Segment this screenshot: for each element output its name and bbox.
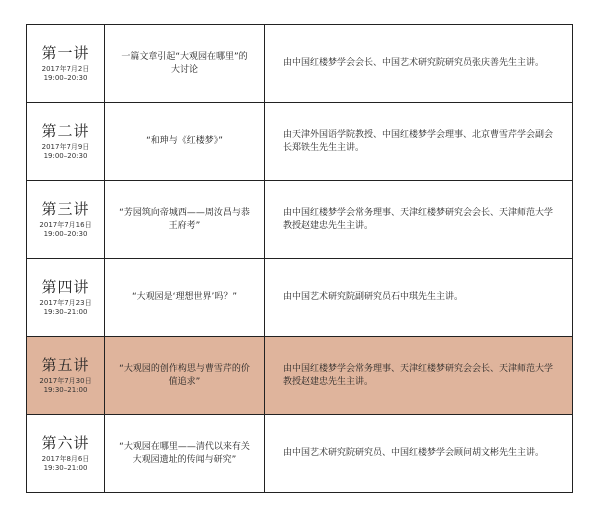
lecture-title-cell xyxy=(105,103,265,180)
lecture-title: “芳园筑向帝城西——周汝昌与恭王府考” xyxy=(119,207,250,231)
lecture-row-2 xyxy=(27,103,573,181)
lecture-title: “大观园的创作构思与曹雪芹的价值追求” xyxy=(119,363,250,387)
lecture-speaker-cell xyxy=(265,337,573,414)
lecture-info-cell xyxy=(27,103,105,180)
lecture-date: 2017年7月30日 xyxy=(39,377,92,385)
lecture-time: 19:00–20:30 xyxy=(43,152,88,160)
lecture-speaker: 由天津外国语学院教授、中国红楼梦学会理事、北京曹雪芹学会副会长郑铁生先生主讲。 xyxy=(283,129,554,153)
lecture-date: 2017年8月6日 xyxy=(41,455,90,463)
lecture-title-cell xyxy=(105,25,265,102)
lecture-speaker-cell xyxy=(265,25,573,102)
lecture-row-4 xyxy=(27,259,573,337)
lecture-speaker: 由中国红楼梦学会常务理事、天津红楼梦研究会会长、天津师范大学教授赵建忠先生主讲。 xyxy=(283,207,554,231)
lecture-time: 19:30–21:00 xyxy=(43,464,88,472)
lecture-time: 19:00–20:30 xyxy=(43,74,88,82)
lecture-row-5-highlighted xyxy=(27,337,573,415)
lecture-row-3 xyxy=(27,181,573,259)
lecture-info-cell xyxy=(27,337,105,414)
lecture-date: 2017年7月9日 xyxy=(41,143,90,151)
lecture-title-cell xyxy=(105,259,265,336)
lecture-speaker: 由中国红楼梦学会常务理事、天津红楼梦研究会会长、天津师范大学教授赵建忠先生主讲。 xyxy=(283,363,554,387)
lecture-speaker: 由中国艺术研究院研究员、中国红楼梦学会顾问胡文彬先生主讲。 xyxy=(283,448,545,458)
lecture-date: 2017年7月2日 xyxy=(41,65,90,73)
lecture-info-cell xyxy=(27,181,105,258)
lecture-name: 第六讲 xyxy=(41,434,90,452)
lecture-title: “大观园在哪里——清代以来有关大观园遗址的传闻与研究” xyxy=(119,441,250,465)
lecture-info-cell xyxy=(27,259,105,336)
lecture-name: 第五讲 xyxy=(41,356,90,374)
lecture-date: 2017年7月23日 xyxy=(39,299,92,307)
lecture-time: 19:00–20:30 xyxy=(43,230,88,238)
lecture-name: 第一讲 xyxy=(41,44,90,62)
lecture-name: 第二讲 xyxy=(41,122,90,140)
lecture-title-cell xyxy=(105,415,265,492)
lecture-info-cell xyxy=(27,25,105,102)
lecture-schedule-table xyxy=(26,24,573,493)
lecture-name: 第三讲 xyxy=(41,200,90,218)
lecture-speaker: 由中国红楼梦学会会长、中国艺术研究院研究员张庆善先生主讲。 xyxy=(283,58,545,68)
lecture-speaker-cell xyxy=(265,259,573,336)
lecture-speaker-cell xyxy=(265,415,573,492)
lecture-info-cell xyxy=(27,415,105,492)
lecture-speaker-cell xyxy=(265,181,573,258)
lecture-time: 19:30–21:00 xyxy=(43,308,88,316)
lecture-title-cell xyxy=(105,181,265,258)
lecture-title-cell xyxy=(105,337,265,414)
lecture-date: 2017年7月16日 xyxy=(39,221,92,229)
lecture-speaker-cell xyxy=(265,103,573,180)
lecture-title: 一篇文章引起“大观园在哪里”的大讨论 xyxy=(121,51,248,75)
lecture-row-6 xyxy=(27,415,573,493)
lecture-speaker: 由中国艺术研究院副研究员石中琪先生主讲。 xyxy=(283,292,464,302)
lecture-title: “和珅与《红楼梦》” xyxy=(146,136,223,146)
lecture-row-1 xyxy=(27,25,573,103)
lecture-title: “大观园是‘理想世界’吗？” xyxy=(131,292,238,302)
lecture-name: 第四讲 xyxy=(41,278,90,296)
lecture-time: 19:30–21:00 xyxy=(43,386,88,394)
